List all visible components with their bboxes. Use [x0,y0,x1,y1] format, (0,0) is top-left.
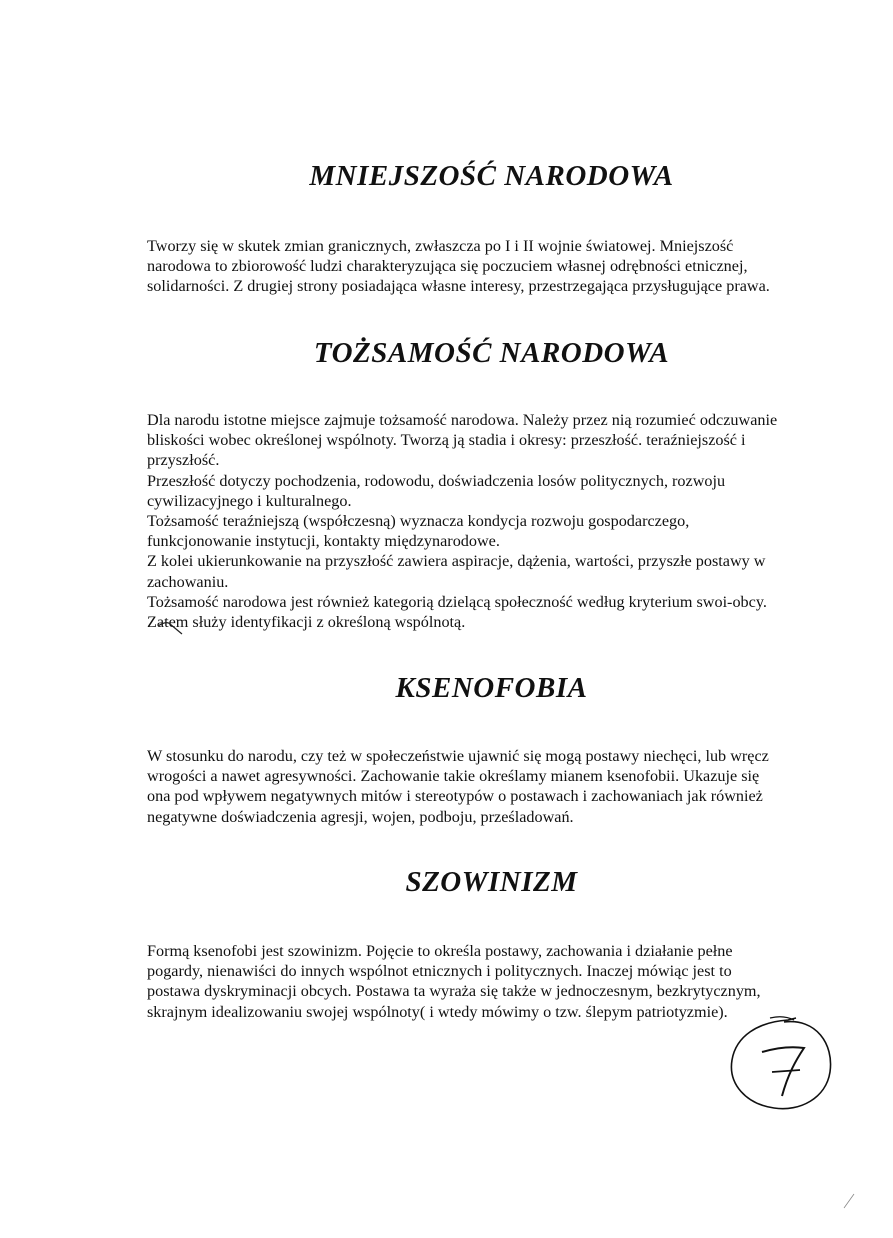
text-line: pogardy, nienawiści do innych wspólnot etnicznych i politycznych. Inaczej mówiąc jest to [147,962,732,981]
heading-tozsamosc-narodowa: TOŻSAMOŚĆ NARODOWA [313,337,670,369]
text-line: narodowa to zbiorowość ludzi charakteryzująca się poczuciem własnej odrębności etnicznej, [147,257,748,276]
paragraph-szowinizm [147,941,837,1022]
heading-szowinizm: SZOWINIZM [405,866,578,898]
corner-pen-stroke [842,1192,856,1210]
text-line: Formą ksenofobi jest szowinizm. Pojęcie to określa postawy, zachowania i działanie pełne [147,942,733,960]
text-line: Przeszłość dotyczy pochodzenia, rodowodu, doświadczenia losów politycznych, rozwoju [147,471,726,490]
text-line: Tożsamość teraźniejszą (współczesną) wyznacza kondycja rozwoju gospodarczego, [147,512,690,531]
text-line: wrogości a nawet agresywności. Zachowanie takie określamy mianem ksenofobii. Ukazuje się [147,767,760,786]
text-line: Zatem służy identyfikacji z określoną wspólnotą. [147,613,466,632]
heading-ksenofobia: KSENOFOBIA [395,672,588,704]
text-line: Dla narodu istotne miejsce zajmuje tożsamość narodowa. Należy przez nią rozumieć odczuwanie [147,411,778,429]
text-line: skrajnym idealizowaniu swojej wspólnoty( i wtedy mówimy o tzw. ślepym patriotyzmie). [147,1002,728,1021]
text-line: negatywne doświadczenia agresji, wojen, podboju, prześladowań. [147,807,574,826]
text-line: solidarności. Z drugiej strony posiadająca własne interesy, przestrzegająca przysługujące prawa. [147,277,770,296]
text-line: W stosunku do narodu, czy też w społeczeństwie ujawnić się mogą postawy niechęci, lub wręcz [147,747,769,765]
text-line: zachowaniu. [147,572,229,591]
paragraph-ksenofobia [147,746,837,827]
text-line: ona pod wpływem negatywnych mitów i stereotypów o postawach i zachowaniach jak również [147,787,763,806]
text-line: Tworzy się w skutek zmian granicznych, zwłaszcza po I i II wojnie światowej. Mniejszość [147,237,734,255]
text-line: bliskości wobec określonej wspólnoty. Tworzą ją stadia i okresy: przeszłość. teraźniejszość i [147,431,746,450]
handwritten-scratch-mark [146,612,192,636]
paragraph-mniejszosc-narodowa [147,236,837,297]
text-line: Z kolei ukierunkowanie na przyszłość zawiera aspiracje, dążenia, wartości, przyszłe postawy w [147,552,766,571]
text-line: cywilizacyjnego i kulturalnego. [147,491,352,510]
paragraph-tozsamosc-narodowa [147,410,837,632]
text-line: postawa dyskryminacji obcych. Postawa ta wyraża się także w jednoczesnym, bezkrytycznym, [147,982,761,1001]
text-line: funkcjonowanie instytucji, kontakty międzynarodowe. [147,532,500,551]
handwritten-page-number-mark [726,1014,836,1114]
text-line: Tożsamość narodowa jest również kategorią dzielącą społeczność według kryterium swoi-obcy. [147,592,767,611]
text-line: przyszłość. [147,451,220,470]
heading-mniejszosc-narodowa: MNIEJSZOŚĆ NARODOWA [309,160,674,192]
